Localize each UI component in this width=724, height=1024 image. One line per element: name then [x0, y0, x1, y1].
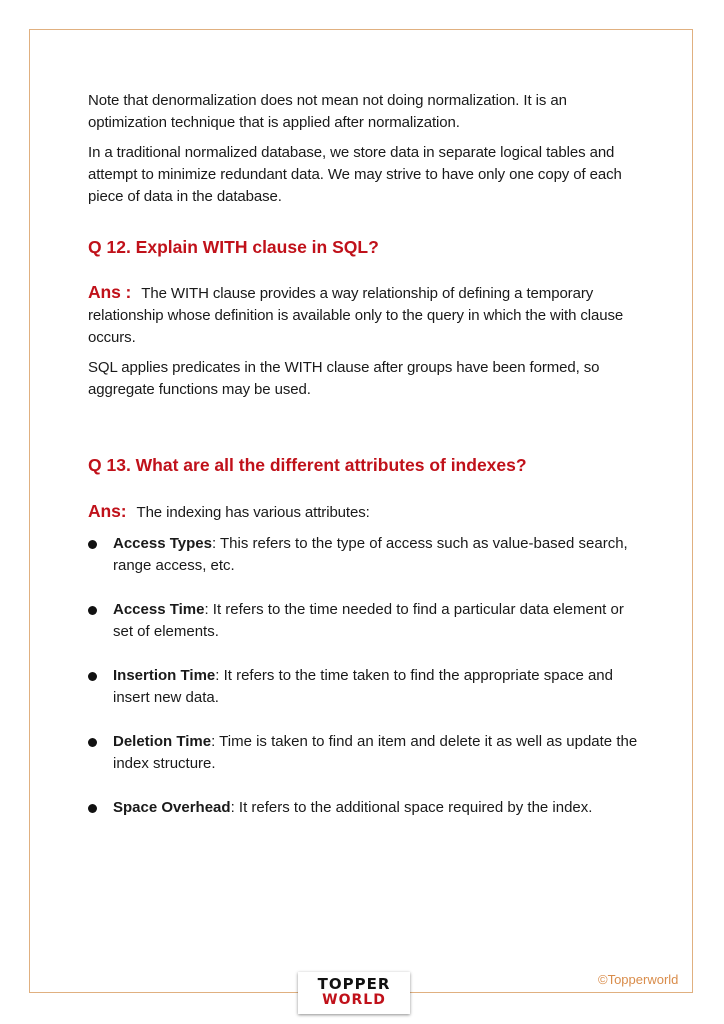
q12-answer-text: The WITH clause provides a way relationship of defining a temporary relationship whose definition is available only to the query in which the with clause occurs. [88, 285, 624, 346]
attribute-term: Insertion Time [113, 667, 216, 684]
attribute-description: : This refers to the type of access such as value-based search, range access, etc. [113, 535, 628, 574]
q13-answer-text: The indexing has various attributes: [136, 504, 370, 521]
logo-text-bottom: WORLD [322, 992, 386, 1008]
list-item [88, 797, 638, 819]
attribute-description: : It refers to the time needed to find a particular data element or set of elements. [113, 601, 624, 640]
bullet-icon [88, 672, 97, 681]
bullet-icon [88, 804, 97, 813]
attributes-list [88, 533, 638, 819]
bullet-icon [88, 606, 97, 615]
q12-paragraph-2: SQL applies predicates in the WITH clause after groups have been formed, so aggregate functions may be used. [88, 359, 600, 398]
attribute-description: : Time is taken to find an item and delete it as well as update the index structure. [113, 733, 638, 772]
q12-answer-label: Ans : [88, 282, 132, 302]
attribute-description: : It refers to the additional space required by the index. [230, 799, 593, 816]
attribute-term: Access Time [113, 601, 205, 618]
q12-answer [88, 281, 638, 349]
attribute-term: Space Overhead [113, 799, 231, 816]
q13-heading: Q 13. What are all the different attributes of indexes? [88, 455, 527, 475]
bullet-icon [88, 738, 97, 747]
list-item [88, 533, 638, 577]
list-item [88, 665, 638, 709]
q13-answer [88, 500, 638, 524]
attribute-description: : It refers to the time taken to find the appropriate space and insert new data. [113, 667, 613, 706]
copyright-notice: ©Topperworld [598, 972, 679, 987]
topperworld-logo [298, 972, 410, 1014]
list-item [88, 599, 638, 643]
attribute-term: Access Types [113, 535, 212, 552]
q13-answer-label: Ans: [88, 501, 127, 521]
attribute-term: Deletion Time [113, 733, 212, 750]
bullet-icon [88, 540, 97, 549]
document-body [88, 90, 638, 819]
intro-paragraph-2: In a traditional normalized database, we store data in separate logical tables and attempt to minimize redundant data. We may strive to have only one copy of each piece of data in the database. [88, 144, 622, 205]
logo-text-top: TOPPER [317, 975, 391, 993]
q12-heading: Q 12. Explain WITH clause in SQL? [88, 237, 379, 257]
list-item [88, 731, 638, 775]
intro-paragraph-1: Note that denormalization does not mean not doing normalization. It is an optimization technique that is applied after normalization. [88, 92, 567, 131]
